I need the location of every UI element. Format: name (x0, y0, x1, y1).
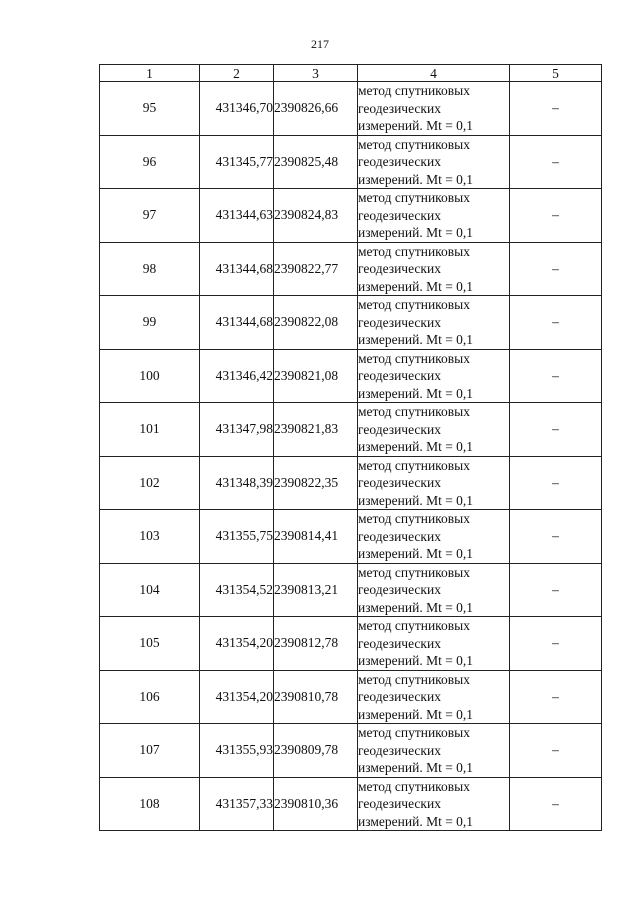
x-coordinate-cell: 431344,63 (200, 189, 274, 243)
method-line: измерений. Mt = 0,1 (358, 385, 474, 401)
column-header-5: 5 (510, 65, 602, 82)
method-line: геодезических (358, 100, 441, 116)
method-line: геодезических (358, 796, 441, 811)
table-row (100, 242, 602, 296)
table-row (100, 456, 602, 510)
note-cell: – (510, 777, 602, 831)
coordinates-table (99, 64, 602, 831)
method-line: метод спутниковых (358, 778, 470, 794)
method-cell (358, 296, 510, 350)
note-cell: – (510, 456, 602, 510)
note-cell: – (510, 670, 602, 724)
point-number-cell: 99 (100, 296, 200, 350)
method-cell (358, 135, 510, 189)
point-number-cell: 95 (100, 82, 200, 136)
y-coordinate-cell: 2390809,78 (274, 724, 358, 778)
method-line: метод спутниковых (358, 564, 470, 580)
method-line: измерений. Mt = 0,1 (358, 546, 474, 561)
y-coordinate-cell: 2390812,78 (274, 617, 358, 671)
x-coordinate-cell: 431355,93 (200, 724, 274, 778)
point-number-cell: 103 (100, 510, 200, 564)
x-coordinate-cell: 431345,77 (200, 135, 274, 189)
y-coordinate-cell: 2390822,35 (274, 456, 358, 510)
point-number-cell: 105 (100, 617, 200, 671)
method-line: измерений. Mt = 0,1 (358, 118, 474, 133)
column-header-3: 3 (274, 65, 358, 82)
method-cell (358, 724, 510, 778)
method-cell (358, 403, 510, 457)
method-line: метод спутниковых (358, 618, 470, 633)
note-cell: – (510, 82, 602, 136)
note-cell: – (510, 135, 602, 189)
column-header-2: 2 (200, 65, 274, 82)
note-cell: – (510, 242, 602, 296)
table-row (100, 724, 602, 778)
table-row (100, 403, 602, 457)
point-number-cell: 97 (100, 189, 200, 243)
table-row (100, 777, 602, 831)
method-cell (358, 563, 510, 617)
note-cell: – (510, 510, 602, 564)
method-line: измерений. Mt = 0,1 (358, 171, 474, 187)
point-number-cell: 101 (100, 403, 200, 457)
method-line: измерений. Mt = 0,1 (358, 332, 474, 347)
note-cell: – (510, 563, 602, 617)
method-line: геодезических (358, 742, 441, 758)
method-line: измерений. Mt = 0,1 (358, 225, 474, 240)
note-cell: – (510, 724, 602, 778)
note-cell: – (510, 617, 602, 671)
method-line: измерений. Mt = 0,1 (358, 439, 474, 454)
y-coordinate-cell: 2390810,36 (274, 777, 358, 831)
y-coordinate-cell: 2390822,08 (274, 296, 358, 350)
method-cell (358, 456, 510, 510)
method-line: измерений. Mt = 0,1 (358, 599, 474, 615)
point-number-cell: 102 (100, 456, 200, 510)
method-line: геодезических (358, 261, 441, 276)
x-coordinate-cell: 431355,75 (200, 510, 274, 564)
table-row (100, 296, 602, 350)
method-cell (358, 82, 510, 136)
y-coordinate-cell: 2390826,66 (274, 82, 358, 136)
note-cell: – (510, 349, 602, 403)
method-line: метод спутниковых (358, 511, 470, 526)
y-coordinate-cell: 2390813,21 (274, 563, 358, 617)
method-line: измерений. Mt = 0,1 (358, 653, 474, 668)
method-line: метод спутниковых (358, 404, 470, 419)
method-cell (358, 349, 510, 403)
method-line: метод спутниковых (358, 725, 470, 740)
method-line: метод спутниковых (358, 350, 470, 366)
method-cell (358, 777, 510, 831)
table-row (100, 135, 602, 189)
table-row (100, 510, 602, 564)
table-body (100, 82, 602, 831)
method-line: метод спутниковых (358, 297, 470, 312)
method-cell (358, 242, 510, 296)
method-line: измерений. Mt = 0,1 (358, 706, 474, 722)
point-number-cell: 106 (100, 670, 200, 724)
column-header-1: 1 (100, 65, 200, 82)
y-coordinate-cell: 2390824,83 (274, 189, 358, 243)
method-line: геодезических (358, 207, 441, 223)
method-cell (358, 617, 510, 671)
method-line: геодезических (358, 528, 441, 544)
table-row (100, 189, 602, 243)
x-coordinate-cell: 431354,20 (200, 617, 274, 671)
method-line: метод спутниковых (358, 243, 470, 259)
method-line: метод спутниковых (358, 136, 470, 152)
y-coordinate-cell: 2390810,78 (274, 670, 358, 724)
method-cell (358, 510, 510, 564)
table-row (100, 563, 602, 617)
point-number-cell: 107 (100, 724, 200, 778)
page-number: 217 (311, 37, 329, 51)
method-line: геодезических (358, 368, 441, 383)
point-number-cell: 104 (100, 563, 200, 617)
method-cell (358, 189, 510, 243)
x-coordinate-cell: 431346,42 (200, 349, 274, 403)
note-cell: – (510, 403, 602, 457)
method-line: измерений. Mt = 0,1 (358, 760, 474, 775)
method-line: измерений. Mt = 0,1 (358, 278, 474, 294)
y-coordinate-cell: 2390825,48 (274, 135, 358, 189)
x-coordinate-cell: 431347,98 (200, 403, 274, 457)
x-coordinate-cell: 431354,52 (200, 563, 274, 617)
point-number-cell: 96 (100, 135, 200, 189)
method-line: измерений. Mt = 0,1 (358, 492, 474, 508)
method-line: геодезических (358, 689, 441, 704)
method-line: метод спутниковых (358, 83, 470, 98)
x-coordinate-cell: 431357,33 (200, 777, 274, 831)
y-coordinate-cell: 2390814,41 (274, 510, 358, 564)
x-coordinate-cell: 431344,68 (200, 296, 274, 350)
method-line: геодезических (358, 582, 441, 597)
table-row (100, 82, 602, 136)
note-cell: – (510, 189, 602, 243)
y-coordinate-cell: 2390821,08 (274, 349, 358, 403)
x-coordinate-cell: 431348,39 (200, 456, 274, 510)
x-coordinate-cell: 431346,70 (200, 82, 274, 136)
x-coordinate-cell: 431344,68 (200, 242, 274, 296)
method-line: геодезических (358, 154, 441, 169)
y-coordinate-cell: 2390821,83 (274, 403, 358, 457)
method-line: геодезических (358, 421, 441, 437)
point-number-cell: 98 (100, 242, 200, 296)
x-coordinate-cell: 431354,20 (200, 670, 274, 724)
method-line: геодезических (358, 635, 441, 651)
y-coordinate-cell: 2390822,77 (274, 242, 358, 296)
method-line: геодезических (358, 314, 441, 330)
method-cell (358, 670, 510, 724)
column-header-4: 4 (358, 65, 510, 82)
method-line: геодезических (358, 475, 441, 490)
method-line: метод спутниковых (358, 190, 470, 205)
table-row (100, 617, 602, 671)
table-header (100, 65, 602, 82)
note-cell: – (510, 296, 602, 350)
method-line: метод спутниковых (358, 671, 470, 687)
header-row (100, 65, 602, 82)
table-row (100, 670, 602, 724)
method-line: метод спутниковых (358, 457, 470, 473)
table-row (100, 349, 602, 403)
method-line: измерений. Mt = 0,1 (358, 813, 474, 829)
point-number-cell: 108 (100, 777, 200, 831)
point-number-cell: 100 (100, 349, 200, 403)
